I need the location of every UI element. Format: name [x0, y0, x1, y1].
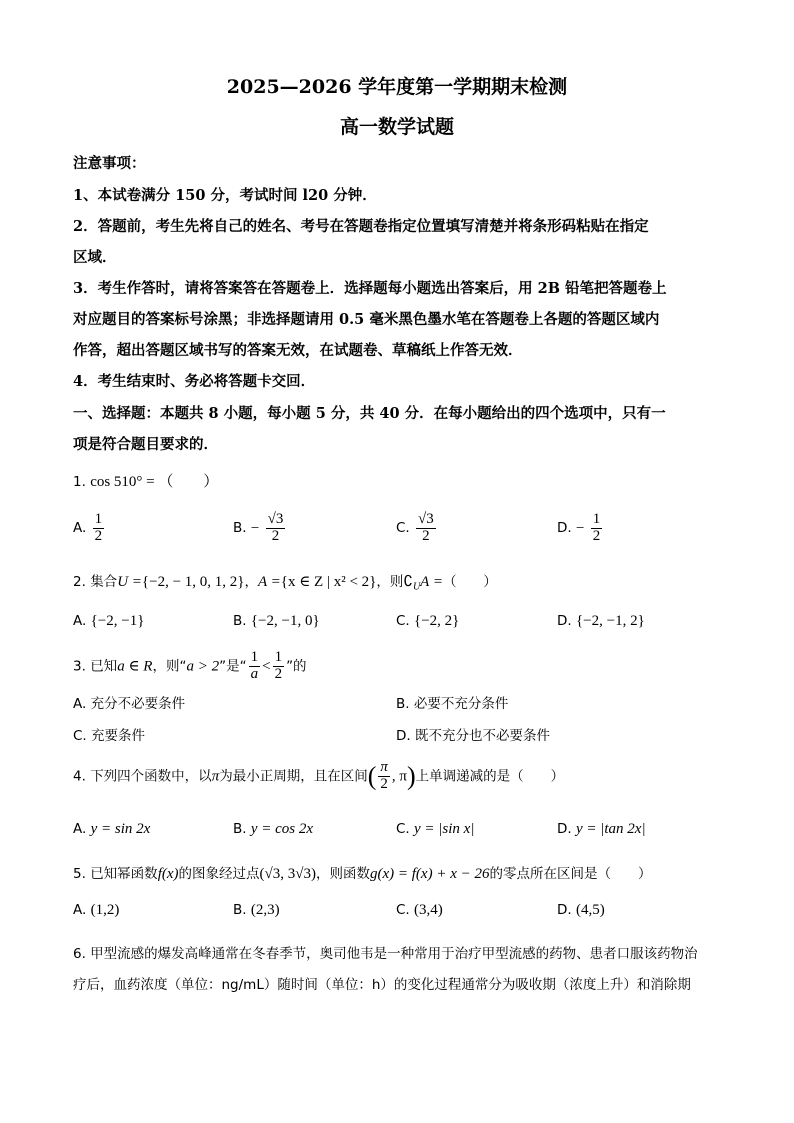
q1-option-a [73, 512, 106, 545]
function-g: g(x) = f(x) + x − 26 [369, 866, 490, 882]
pi-symbol: π [211, 768, 220, 785]
stem-text: 的图象经过点 [178, 866, 260, 882]
option-fraction [416, 512, 436, 545]
option-value: {−2, −1} [90, 613, 145, 629]
set-a-symbol: A = [257, 574, 281, 590]
function-f: f(x) [157, 866, 179, 882]
option-label: B. [233, 520, 247, 537]
complement-set: A = [420, 574, 443, 590]
stem-text: ”的 [286, 658, 307, 675]
denominator: a [250, 665, 259, 682]
denominator: 2 [380, 775, 388, 792]
q3-option-d [396, 724, 550, 744]
condition: a ∈ R [117, 658, 153, 675]
stem-text: 下列四个函数中，以 [90, 768, 212, 785]
note-1: 1、本试卷满分 150 分，考试时间 l20 分钟． [73, 187, 377, 204]
denominator: 2 [422, 527, 430, 544]
set-u-elements: −2, − 1, 0, 1, 2 [149, 574, 238, 590]
option-sign: − [575, 520, 585, 537]
denominator: 2 [94, 527, 103, 544]
q4-option-b [233, 821, 313, 838]
q5-option-c [396, 902, 443, 919]
set-a-condition: x ∈ Z | x² < 2 [287, 574, 370, 590]
q2-option-c [396, 613, 459, 630]
note-2-line-1: 2．答题前，考生先将自己的姓名、考号在答题卷指定位置填写清楚并将条形码粘贴在指定 [73, 218, 649, 235]
interval-left-endpoint [378, 760, 390, 793]
less-than-sign: < [262, 658, 271, 675]
option-fraction [93, 512, 105, 545]
option-value: y = |tan 2x| [575, 821, 646, 837]
q4-option-c [396, 821, 474, 838]
option-sign: − [250, 520, 260, 537]
question-2-stem: 2. 集合U ={−2, − 1, 0, 1, 2}，A ={x ∈ Z | x² < 2}，则$∁_UA$ =（ ） [73, 574, 497, 593]
option-text: 既不充分也不必要条件 [414, 728, 550, 744]
option-label: B. [233, 613, 247, 629]
set-u-symbol: U = [117, 574, 142, 590]
interval-right-endpoint: , π [391, 768, 407, 785]
denominator: 2 [274, 665, 283, 682]
numerator: 1 [274, 649, 283, 665]
option-label: D. [557, 520, 572, 537]
option-label: C. [396, 520, 410, 537]
question-3-stem [73, 650, 307, 683]
stem-text: 为最小正周期，且在区间 [219, 768, 368, 785]
complement-subscript: U [412, 581, 421, 593]
denominator: 2 [271, 527, 280, 544]
option-label: A. [73, 520, 87, 537]
question-6-line-1: 6. 甲型流感的爆发高峰通常在冬春季节，奥司他韦是一种常用于治疗甲型流感的药物、患者口服该药物治 [73, 946, 698, 962]
question-5-stem [73, 862, 651, 883]
question-4-stem: 4. 下列四个函数中，以π为最小正周期，且在区间( $\frac{\pi}{2}$ , π)上单调递减的是（ ） [73, 759, 565, 792]
stem-text: 已知幂函数 [90, 866, 158, 882]
notes-heading: 注意事项： [73, 155, 146, 172]
option-value: (4,5) [575, 902, 605, 918]
q2-option-a [73, 613, 144, 630]
option-label: B. [233, 821, 247, 837]
stem-text: ，则“ [152, 658, 187, 675]
option-text: 充分不必要条件 [90, 696, 186, 712]
option-text: 充要条件 [91, 728, 146, 744]
stem-text: ，则 [376, 574, 404, 590]
q1-option-b [233, 512, 287, 545]
option-label: C. [396, 902, 410, 918]
q1-option-c [396, 512, 438, 545]
stem-text: 上单调递减的是（ ） [415, 768, 565, 785]
denominator: 2 [592, 527, 601, 544]
stem-text: ，则函数 [315, 866, 370, 882]
stem-text: 已知 [90, 658, 118, 675]
numerator: π [380, 759, 388, 775]
option-label: C. [73, 728, 87, 744]
q3-option-b [396, 692, 508, 712]
exam-subtitle: 高一数学试题 [339, 116, 454, 138]
option-label: A. [73, 902, 87, 918]
numerator: 1 [250, 649, 259, 665]
note-2-line-2: 区域． [73, 249, 117, 266]
q2-option-d [557, 613, 645, 630]
proposition-p: a > 2 [186, 658, 220, 675]
option-value: {−2, −1, 0} [250, 613, 320, 629]
question-number: 5. [73, 866, 86, 882]
fraction-one-half [273, 650, 285, 683]
note-3-line-2: 对应题目的答案标号涂黑；非选择题请用 0.5 毫米黑色墨水笔在答题卷上各题的答题区域内 [73, 311, 660, 328]
question-number: 2. [73, 574, 86, 590]
option-label: A. [73, 821, 87, 837]
stem-text: （ ） [442, 574, 497, 590]
q1-option-d [557, 512, 604, 545]
option-value: y = cos 2x [250, 821, 314, 837]
option-label: D. [557, 613, 572, 629]
question-1-stem [73, 470, 218, 491]
complement-symbol: ∁ [403, 574, 413, 590]
option-label: B. [396, 696, 410, 712]
numerator: 1 [94, 511, 103, 527]
option-label: C. [396, 821, 410, 837]
numerator: √3 [267, 511, 284, 527]
note-3-line-1: 3．考生作答时，请将答案答在答题卷上．选择题每小题选出答案后，用 2B 铅笔把答题卷上 [73, 280, 667, 297]
numerator: √3 [418, 511, 434, 527]
option-value: (1,2) [90, 902, 120, 918]
option-value: {−2, 2} [414, 613, 460, 629]
stem-text: ， [244, 574, 258, 590]
exam-title: 2025—2026 学年度第一学期期末检测 [226, 76, 568, 98]
q3-option-a [73, 692, 185, 712]
q3-option-c [73, 724, 145, 744]
note-3-line-3: 作答，超出答题区域书写的答案无效，在试题卷、草稿纸上作答无效． [73, 342, 523, 359]
question-6-line-2: 疗后，血药浓度（单位：ng/mL）随时间（单位：h）的变化过程通常分为吸收期（浓度上升）和消除期 [73, 977, 691, 993]
question-number: 1. [73, 474, 86, 490]
question-number: 3. [73, 658, 86, 675]
option-label: D. [557, 821, 572, 837]
option-value: y = sin 2x [90, 821, 151, 837]
stem-text: 的零点所在区间是（ ） [489, 866, 652, 882]
q5-option-d [557, 902, 605, 919]
option-value: y = |sin x| [414, 821, 475, 837]
q2-option-b [233, 613, 320, 630]
option-fraction [591, 512, 603, 545]
option-label: A. [73, 613, 87, 629]
point-coordinates: (√3, 3√3) [259, 866, 316, 882]
section-1-intro-line-2: 项是符合题目要求的． [73, 436, 218, 453]
option-label: D. [557, 902, 572, 918]
q5-option-a [73, 902, 119, 919]
option-label: D. [396, 728, 411, 744]
option-value: {−2, −1, 2} [575, 613, 645, 629]
fraction-1-over-a [249, 650, 261, 683]
option-label: A. [73, 696, 87, 712]
stem-text: ”是“ [219, 658, 247, 675]
q5-option-b [233, 902, 280, 919]
question-1-expression: cos 510° = （ ） [90, 474, 219, 490]
section-1-intro-line-1: 一、选择题：本题共 8 小题，每小题 5 分，共 40 分．在每小题给出的四个选项中，只有一 [73, 405, 666, 422]
q4-option-a [73, 821, 150, 838]
option-value: (3,4) [414, 902, 443, 918]
option-label: C. [396, 613, 410, 629]
note-4: 4．考生结束时、务必将答题卡交回． [73, 373, 316, 390]
question-number: 4. [73, 768, 86, 785]
option-value: (2,3) [250, 902, 280, 918]
option-fraction [266, 512, 286, 545]
option-text: 必要不充分条件 [413, 696, 509, 712]
numerator: 1 [592, 511, 601, 527]
option-label: B. [233, 902, 247, 918]
stem-text: 集合 [90, 574, 118, 590]
q4-option-d [557, 821, 646, 838]
